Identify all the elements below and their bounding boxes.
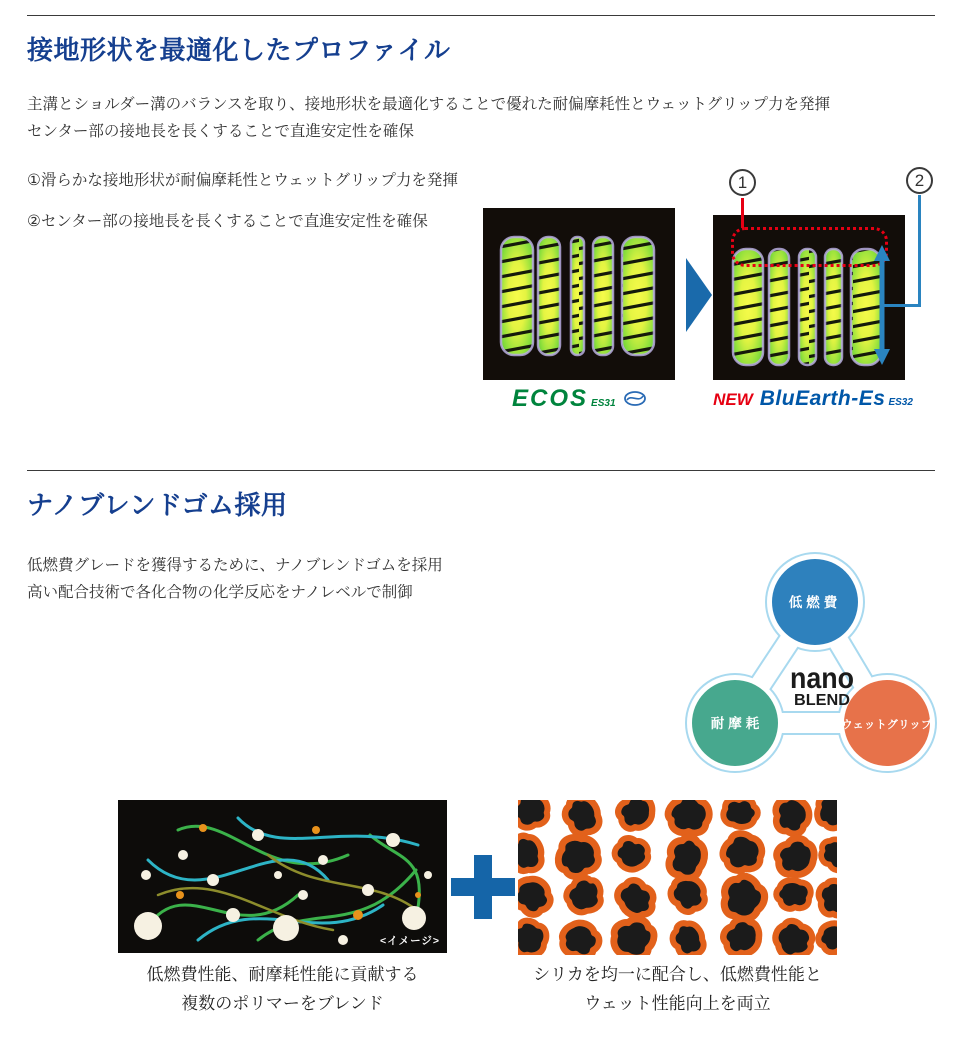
section-divider-nano — [27, 470, 935, 471]
bluearth-logo-name: BluEarth-Es — [759, 387, 886, 410]
bluearth-logo-code: ES32 — [888, 397, 913, 408]
polymer-blend-image — [118, 800, 447, 953]
profile-point-list — [27, 170, 458, 252]
polymer-caption-line2: 複数のポリマーをブレンド — [181, 994, 384, 1013]
up-down-arrow-icon — [871, 243, 893, 367]
polymer-caption-line1: 低燃費性能、耐摩耗性能に貢献する — [146, 965, 419, 984]
ecos-logo — [483, 385, 675, 413]
polymer-blend-figure — [118, 800, 447, 953]
nano-circle-fuel-label: 低燃費 — [788, 595, 842, 610]
nano-body-text — [27, 552, 443, 606]
silica-figure — [518, 800, 837, 955]
callout-2-number: 2 — [914, 170, 925, 190]
nano-blend-diagram — [685, 543, 945, 793]
polymer-caption — [108, 960, 457, 1018]
profile-body-line2: センター部の接地長を長くすることで直進安定性を確保 — [27, 123, 414, 140]
section-divider-top — [27, 15, 935, 16]
tire-contact-patch-ecos — [483, 208, 675, 380]
nano-circle-wetgrip-label: ウェットグリップ — [841, 719, 933, 731]
nano-body-line1: 低燃費グレードを獲得するために、ナノブレンドゴムを採用 — [27, 557, 443, 574]
ecos-logo-name: ECOS — [512, 385, 589, 412]
nano-wordmark-line1: nano — [790, 662, 854, 695]
right-arrow-icon — [686, 258, 712, 332]
silica-dispersion-image — [518, 800, 837, 955]
polymer-image-note: <イメージ> — [380, 935, 440, 947]
profile-body-text — [27, 91, 830, 145]
nano-body-line2: 高い配合技術で各化合物の化学反応をナノレベルで制御 — [27, 584, 413, 601]
contact-patch-figure — [483, 165, 938, 420]
profile-point-1: ①滑らかな接地形状が耐偏摩耗性とウェットグリップ力を発揮 — [27, 172, 458, 189]
plus-icon — [451, 855, 515, 919]
callout-1-connector-line — [741, 198, 744, 228]
ecos-logo-code: ES31 — [591, 398, 616, 409]
silica-caption-line1: シリカを均一に配合し、低燃費性能と — [533, 965, 822, 984]
profile-point-2: ②センター部の接地長を長くすることで直進安定性を確保 — [27, 213, 428, 230]
bluearth-logo-new: NEW — [713, 390, 753, 409]
callout-badge-1 — [729, 169, 756, 196]
bluearth-logo — [705, 387, 921, 411]
nano-wordmark-line2: BLEND — [794, 692, 850, 709]
section-heading-nano: ナノブレンドゴム採用 — [27, 490, 288, 520]
silica-caption — [508, 960, 847, 1018]
profile-body-line1: 主溝とショルダー溝のバランスを取り、接地形状を最適化することで優れた耐偏摩耗性とウェットグリップ力を発揮 — [27, 96, 831, 113]
nano-circle-wear-label: 耐摩耗 — [710, 716, 764, 731]
callout-badge-2 — [906, 167, 933, 194]
silica-caption-line2: ウェット性能向上を両立 — [584, 994, 771, 1013]
section-heading-profile: 接地形状を最適化したプロファイル — [27, 35, 451, 65]
shoulder-zone-dotted-outline — [731, 227, 888, 267]
callout-2-connector-vertical — [918, 195, 921, 307]
eco-mark-icon — [624, 391, 646, 406]
callout-1-number: 1 — [737, 172, 748, 192]
